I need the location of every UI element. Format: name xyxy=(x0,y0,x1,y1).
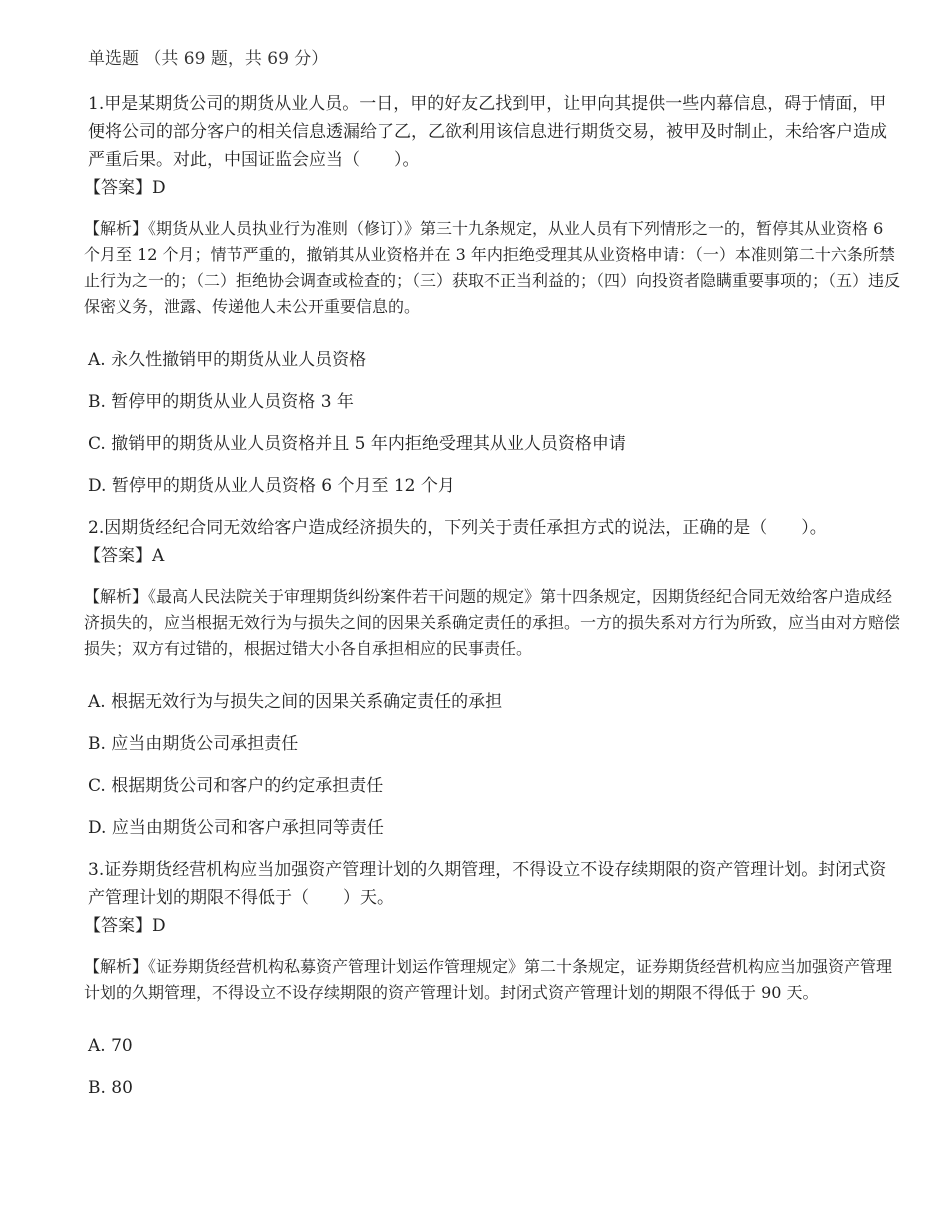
option-c: C. 撤销甲的期货从业人员资格并且 5 年内拒绝受理其从业人员资格申请 xyxy=(88,434,626,454)
question-1 xyxy=(84,90,902,500)
option-a: A. 70 xyxy=(88,1036,133,1056)
analysis-text: 【解析】《证券期货经营机构私募资产管理计划运作管理规定》第二十条规定，证券期货经营机构应当加强资产管理计划的久期管理，不得设立不设存续期限的资产管理计划。封闭式资产管理计划的期限不得低于 90 天。 xyxy=(84,957,893,1002)
option-d: D. 暂停甲的期货从业人员资格 6 个月至 12 个月 xyxy=(88,476,455,496)
question-stem: 1.甲是某期货公司的期货从业人员。一日，甲的好友乙找到甲，让甲向其提供一些内幕信息，碍于情面，甲便将公司的部分客户的相关信息透漏给了乙，乙欲利用该信息进行期货交易，被甲及时制止，未给客户造成严重后果。对此，中国证监会应当（ ）。 xyxy=(88,94,887,170)
question-2 xyxy=(84,514,902,842)
option-b: B. 暂停甲的期货从业人员资格 3 年 xyxy=(88,392,354,412)
question-stem: 3.证券期货经营机构应当加强资产管理计划的久期管理，不得设立不设存续期限的资产管理计划。封闭式资产管理计划的期限不得低于（ ）天。 xyxy=(88,860,887,908)
question-stem: 2.因期货经纪合同无效给客户造成经济损失的，下列关于责任承担方式的说法，正确的是（ ）。 xyxy=(88,518,827,538)
option-a: A. 永久性撤销甲的期货从业人员资格 xyxy=(88,350,367,370)
analysis-text: 【解析】《最高人民法院关于审理期货纠纷案件若干问题的规定》第十四条规定，因期货经纪合同无效给客户造成经济损失的，应当根据无效行为与损失之间的因果关系确定责任的承担。一方的损失系对方行为所致，应当由对方赔偿损失；双方有过错的，根据过错大小各自承担相应的民事责任。 xyxy=(84,587,901,658)
option-b: B. 应当由期货公司承担责任 xyxy=(88,734,299,754)
answer-line: 【答案】D xyxy=(84,916,166,936)
answer-line: 【答案】D xyxy=(84,178,166,198)
question-3 xyxy=(84,856,902,1102)
section-header: 单选题 （共 69 题，共 69 分） xyxy=(88,49,329,69)
option-d: D. 应当由期货公司和客户承担同等责任 xyxy=(88,818,384,838)
answer-line: 【答案】A xyxy=(84,546,165,566)
option-a: A. 根据无效行为与损失之间的因果关系确定责任的承担 xyxy=(88,692,503,712)
option-b: B. 80 xyxy=(88,1078,133,1098)
option-c: C. 根据期货公司和客户的约定承担责任 xyxy=(88,776,384,796)
analysis-text: 【解析】《期货从业人员执业行为准则（修订）》第三十九条规定，从业人员有下列情形之一的，暂停其从业资格 6 个月至 12 个月；情节严重的，撤销其从业资格并在 3 年内拒绝受理其从业资格申请：（一）本准则第二十六条所禁止行为之一的；（二）拒绝协会调查或检查的；（三）获取不正当利益的；（四）向投资者隐瞒重要事项的；（五）违反保密义务，泄露、传递他人未公开重要信息的。 xyxy=(84,219,901,316)
